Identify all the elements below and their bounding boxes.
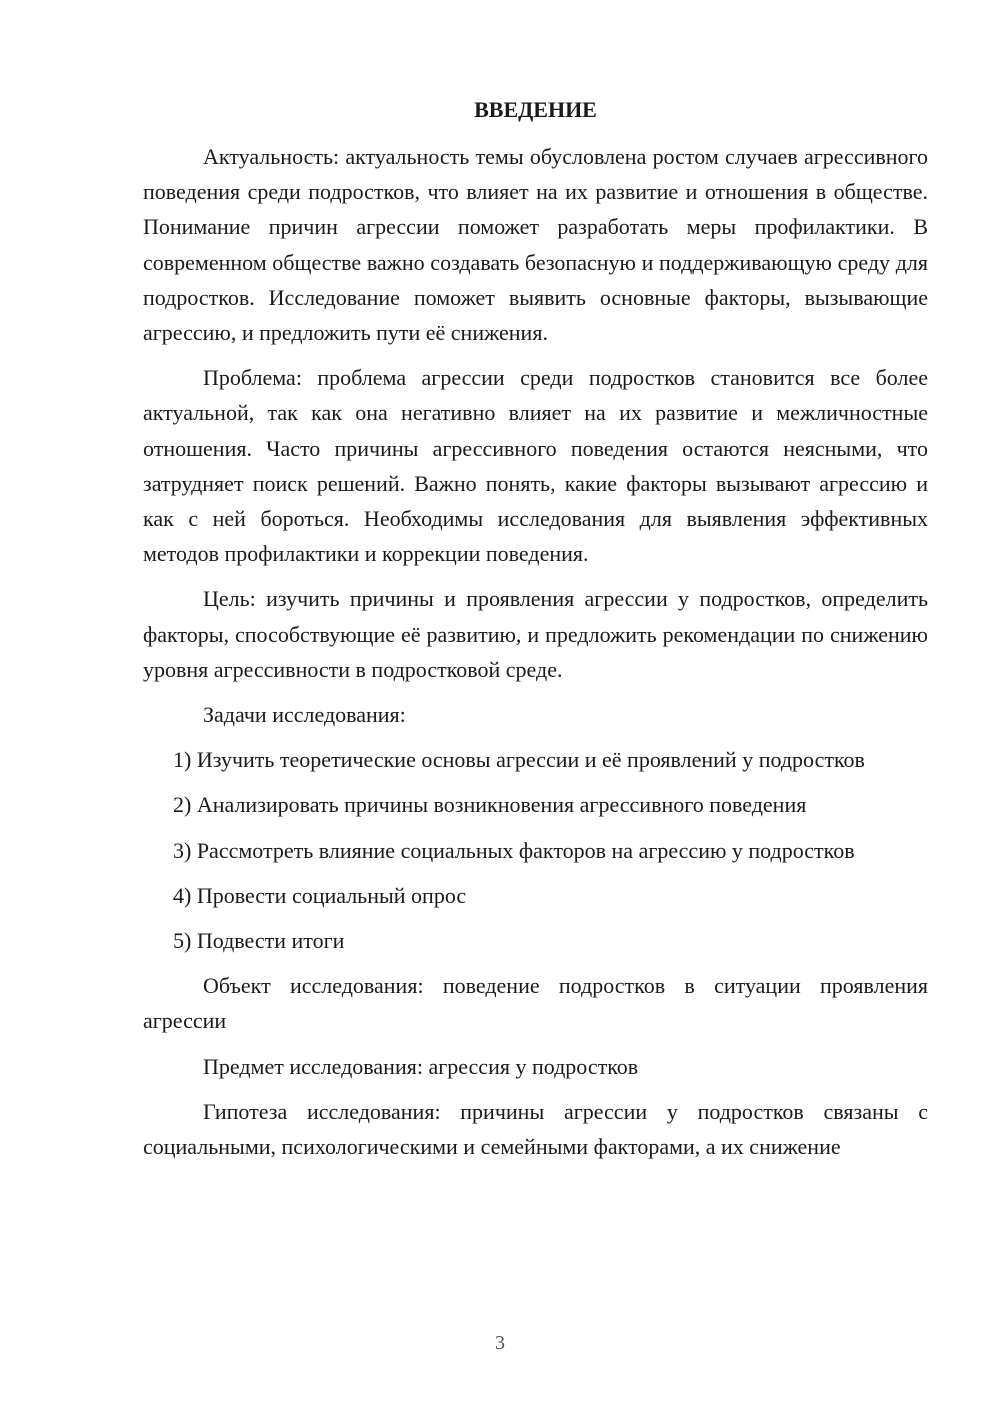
task-item-1: 1) Изучить теоретические основы агрессии и её проявлений у подростков [173,747,865,773]
section-title: ВВЕДЕНИЕ [474,97,597,122]
paragraph-tasks-heading: Задачи исследования: [203,702,406,728]
paragraph-relevance: Актуальность: актуальность темы обусловлена ростом случаев агрессивного поведения среди подростков, что влияет на их развитие и отношения в обществе. Понимание причин агрессии поможет разработать меры профилактики. В современном обществе важно создавать безопасную и поддерживающую среду для подростков. Исследование поможет выявить основные факторы, вызывающие агрессию, и предложить пути её снижения. [143,144,928,346]
paragraph-problem: Проблема: проблема агрессии среди подростков становится все более актуальной, так как она негативно влияет на их развитие и межличностные отношения. Часто причины агрессивного поведения остаются неясными, что затрудняет поиск решений. Важно понять, какие факторы вызывают агрессию и как с ней бороться. Необходимы исследования для выявления эффективных методов профилактики и коррекции поведения. [143,365,928,567]
task-item-3: 3) Рассмотреть влияние социальных факторов на агрессию у подростков [173,837,855,863]
paragraph-subject: Предмет исследования: агрессия у подростков [203,1053,639,1079]
task-item-4: 4) Провести социальный опрос [173,882,467,908]
paragraph-goal: Цель: изучить причины и проявления агрессии у подростков, определить факторы, способствующие её развитию, и предложить рекомендации по снижению уровня агрессивности в подростковой среде. [143,586,928,682]
task-item-2: 2) Анализировать причины возникновения агрессивного поведения [173,792,807,818]
paragraph-object: Объект исследования: поведение подростков в ситуации проявления агрессии [143,973,928,1034]
paragraph-hypothesis: Гипотеза исследования: причины агрессии у подростков связаны с социальными, психологическими и семейными факторами, а их снижение [143,1098,928,1160]
page-number: 3 [495,1332,505,1354]
task-item-5: 5) Подвести итоги [173,928,345,954]
document-page [143,92,928,1174]
